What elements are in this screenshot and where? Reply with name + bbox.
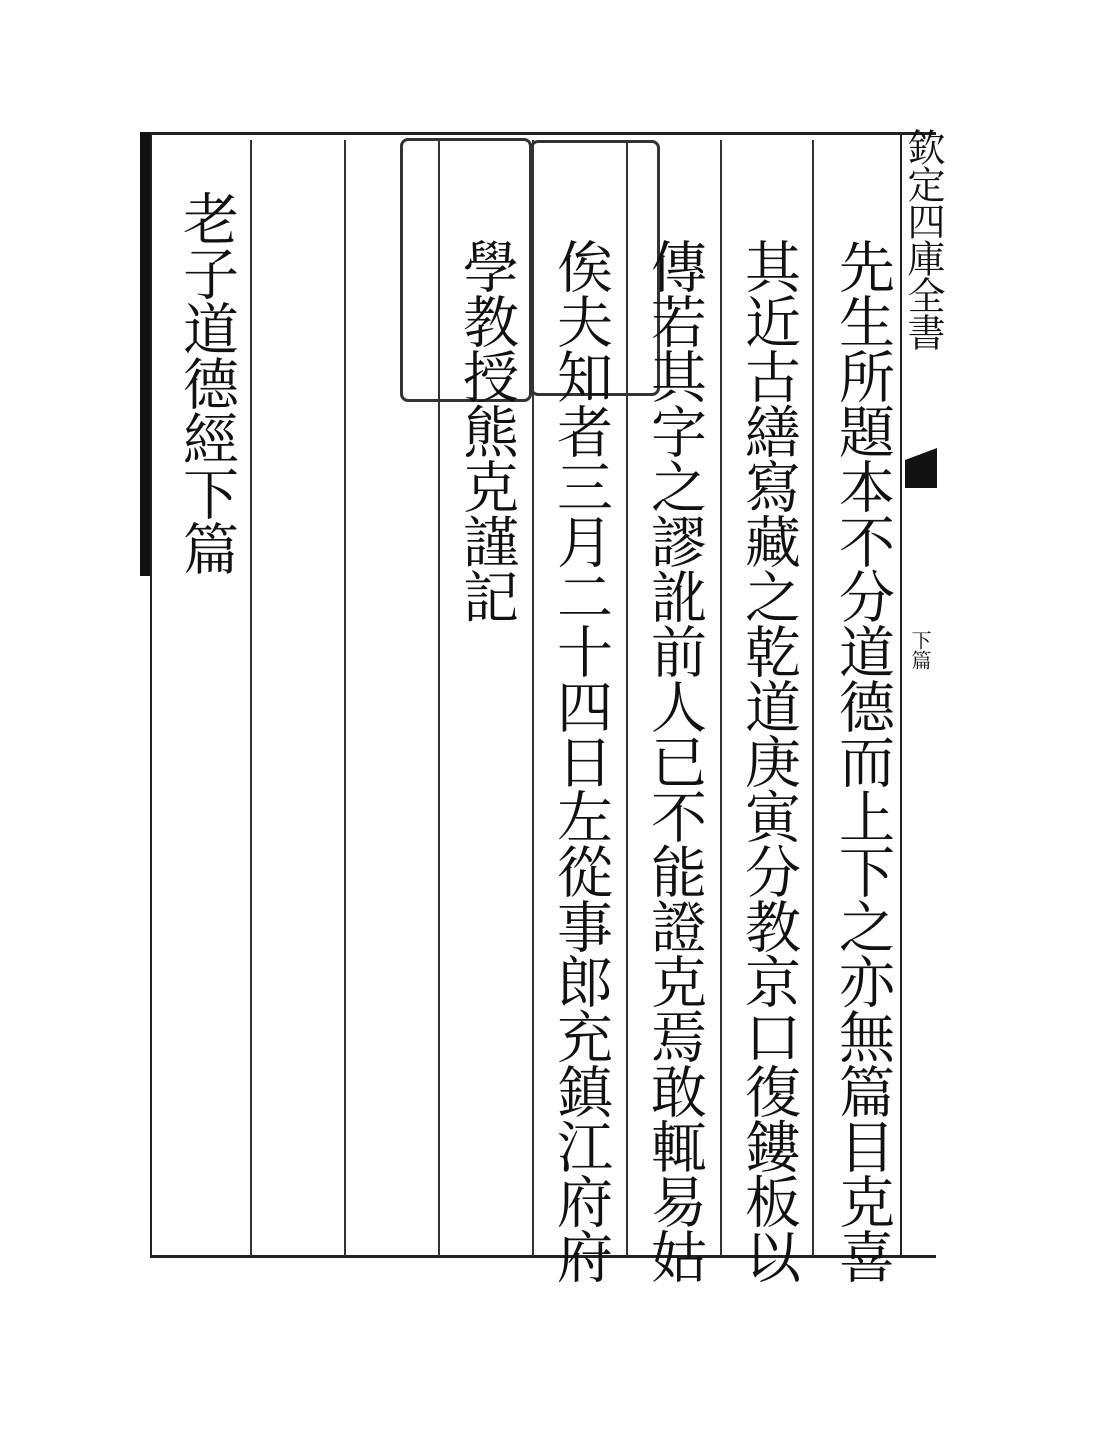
frame-bottom-rule [150, 1255, 936, 1258]
fishtail-mark [905, 448, 937, 488]
column-rule [250, 140, 252, 1256]
column-rule [720, 140, 722, 1256]
text-column: 俟夫知者三月二十四日左從事郎充鎮江府府 [548, 238, 613, 1283]
text-column: 傳若其字之謬訛前人已不能證克焉敢輒易姑 [642, 238, 707, 1283]
text-column: 先生所題本不分道德而上下之亦無篇目克喜 [830, 238, 895, 1283]
text-column: 其近古繕寫藏之乾道庚寅分教京口復鏤板以 [736, 238, 801, 1283]
frame-top-rule [150, 132, 936, 135]
column-rule [812, 140, 814, 1256]
column-rule [344, 140, 346, 1256]
spine-section-label: 下篇 [908, 630, 932, 670]
spine-book-title: 欽定四庫全書 [901, 128, 945, 350]
chapter-title: 老子道德經下篇 [174, 190, 239, 575]
left-thin-border [150, 132, 152, 1258]
left-thick-border [140, 132, 150, 576]
text-column: 學教授熊克謹記 [454, 238, 519, 623]
